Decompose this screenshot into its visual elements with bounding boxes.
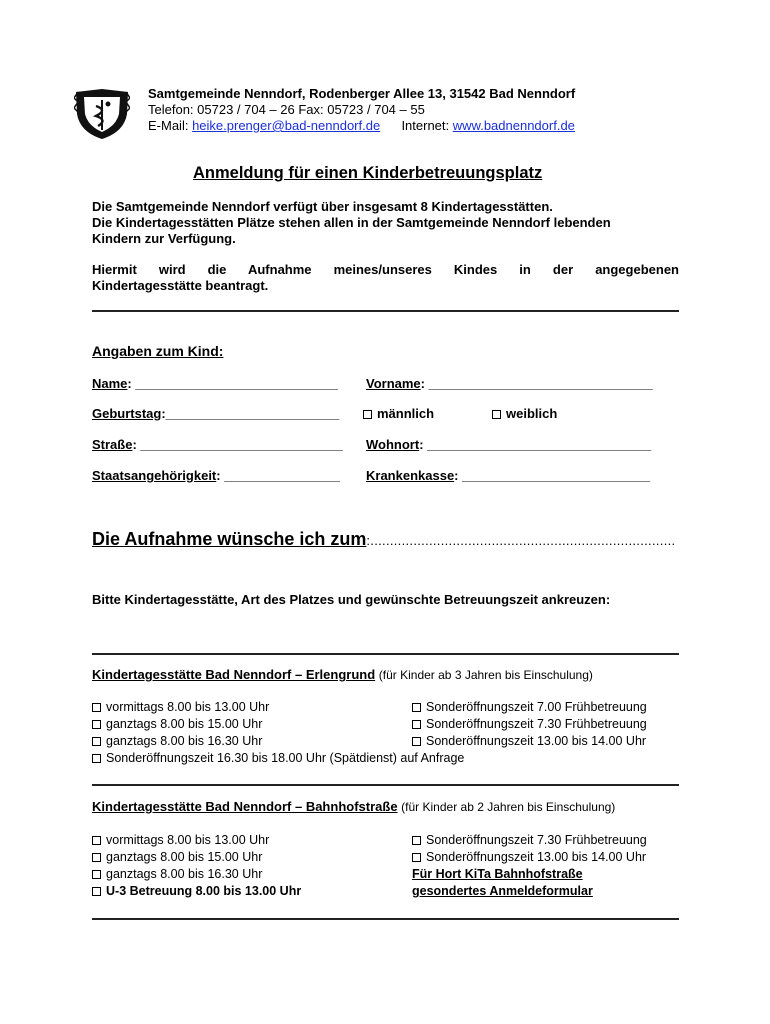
email-label: E-Mail: <box>148 118 189 133</box>
geburtstag-field[interactable] <box>92 406 339 422</box>
strasse-field[interactable] <box>92 437 343 453</box>
staat-blank: : ________________ <box>216 468 340 483</box>
divider <box>92 653 679 655</box>
kita1-option-sonder-1300[interactable]: Sonderöffnungszeit 13.00 bis 14.00 Uhr <box>412 734 646 748</box>
checkbox-icon <box>412 853 421 862</box>
wohnort-blank: : _______________________________ <box>419 437 652 452</box>
hort-note-line-1: Für Hort KiTa Bahnhofstraße <box>412 867 583 881</box>
strasse-label: Straße <box>92 437 133 452</box>
maennlich-label: männlich <box>377 406 435 421</box>
checkbox-icon <box>92 836 101 845</box>
contact-line <box>148 118 575 134</box>
strasse-blank: : ____________________________ <box>132 437 343 452</box>
website-link[interactable]: www.badnenndorf.de <box>452 118 575 133</box>
weiblich-label: weiblich <box>506 406 558 421</box>
org-address: Samtgemeinde Nenndorf, Rodenberger Allee 13, 31542 Bad Nenndorf <box>148 86 576 101</box>
intro-line-5: Kindertagesstätte beantragt. <box>92 278 269 293</box>
child-section-heading: Angaben zum Kind: <box>92 343 224 359</box>
kasse-label: Krankenkasse <box>366 468 455 483</box>
kita1-option-sonder-700[interactable]: Sonderöffnungszeit 7.00 Frühbetreuung <box>412 700 647 714</box>
page-title: Anmeldung für einen Kinderbetreuungsplatz <box>193 164 543 182</box>
kita1-option-spaetdienst[interactable]: Sonderöffnungszeit 16.30 bis 18.00 Uhr (Spätdienst) auf Anfrage <box>92 751 464 765</box>
kita2-option-u3[interactable]: U-3 Betreuung 8.00 bis 13.00 Uhr <box>92 884 301 898</box>
kita-bahnhofstrasse-note: (für Kinder ab 2 Jahren bis Einschulung) <box>401 800 616 814</box>
checkbox-icon <box>412 720 421 729</box>
vorname-field[interactable] <box>366 376 653 392</box>
admission-dots: :.............................................................................. <box>366 533 676 548</box>
checkbox-icon <box>412 703 421 712</box>
coat-of-arms-icon <box>74 88 130 140</box>
checkbox-icon <box>412 737 421 746</box>
geburtstag-blank: :________________________ <box>161 406 340 421</box>
kita-erlengrund-heading <box>92 667 593 683</box>
checkbox-icon <box>363 410 372 419</box>
checkbox-icon <box>92 887 101 896</box>
instruction-text: Bitte Kindertagesstätte, Art des Platzes und gewünschte Betreuungszeit ankreuzen: <box>92 592 611 607</box>
name-blank: : ____________________________ <box>127 376 338 391</box>
kita1-option-ganztags-15[interactable]: ganztags 8.00 bis 15.00 Uhr <box>92 717 262 731</box>
checkbox-icon <box>492 410 501 419</box>
checkbox-icon <box>92 754 101 763</box>
vorname-label: Vorname <box>366 376 421 391</box>
krankenkasse-field[interactable] <box>366 468 650 484</box>
kita-bahnhofstrasse-heading <box>92 799 615 815</box>
wohnort-label: Wohnort <box>366 437 420 452</box>
wohnort-field[interactable] <box>366 437 651 453</box>
kita1-option-sonder-730[interactable]: Sonderöffnungszeit 7.30 Frühbetreuung <box>412 717 647 731</box>
kita1-option-vormittags[interactable]: vormittags 8.00 bis 13.00 Uhr <box>92 700 269 714</box>
kita2-option-vormittags[interactable]: vormittags 8.00 bis 13.00 Uhr <box>92 833 269 847</box>
kita-erlengrund-note: (für Kinder ab 3 Jahren bis Einschulung) <box>378 668 593 682</box>
checkbox-icon <box>92 720 101 729</box>
kita2-option-ganztags-15[interactable]: ganztags 8.00 bis 15.00 Uhr <box>92 850 262 864</box>
hort-note-line-2: gesondertes Anmeldeformular <box>412 884 593 898</box>
intro-line-4: Hiermit wird die Aufnahme meines/unseres Kindes in der angegebenen <box>92 262 679 277</box>
checkbox-icon <box>92 737 101 746</box>
kita2-option-ganztags-1630[interactable]: ganztags 8.00 bis 16.30 Uhr <box>92 867 262 881</box>
admission-label: Die Aufnahme wünsche ich zum <box>92 529 367 549</box>
checkbox-icon <box>412 836 421 845</box>
intro-line-3: Kindern zur Verfügung. <box>92 231 236 246</box>
kita1-option-ganztags-1630[interactable]: ganztags 8.00 bis 16.30 Uhr <box>92 734 262 748</box>
divider <box>92 918 679 920</box>
maennlich-checkbox[interactable] <box>363 406 434 422</box>
intro-line-1: Die Samtgemeinde Nenndorf verfügt über insgesamt 8 Kindertagesstätten. <box>92 199 553 214</box>
checkbox-icon <box>92 703 101 712</box>
name-field[interactable] <box>92 376 338 392</box>
phone-fax: Telefon: 05723 / 704 – 26 Fax: 05723 / 704 – 55 <box>148 102 425 117</box>
kita2-option-sonder-730[interactable]: Sonderöffnungszeit 7.30 Frühbetreuung <box>412 833 647 847</box>
kita-erlengrund-name: Kindertagesstätte Bad Nenndorf – Erlengrund <box>92 667 376 682</box>
checkbox-icon <box>92 870 101 879</box>
geburtstag-label: Geburtstag <box>92 406 162 421</box>
vorname-blank: : _______________________________ <box>420 376 653 391</box>
internet-label: Internet: <box>401 118 450 133</box>
intro-line-2: Die Kindertagesstätten Plätze stehen allen in der Samtgemeinde Nenndorf lebenden <box>92 215 611 230</box>
weiblich-checkbox[interactable] <box>492 406 557 422</box>
kita2-option-sonder-1300[interactable]: Sonderöffnungszeit 13.00 bis 14.00 Uhr <box>412 850 646 864</box>
staat-label: Staatsangehörigkeit <box>92 468 217 483</box>
kasse-blank: : __________________________ <box>454 468 651 483</box>
staatsangehoerigkeit-field[interactable] <box>92 468 340 484</box>
divider <box>92 784 679 786</box>
email-link[interactable]: heike.prenger@bad-nenndorf.de <box>192 118 381 133</box>
kita-bahnhofstrasse-name: Kindertagesstätte Bad Nenndorf – Bahnhofstraße <box>92 799 398 814</box>
admission-date-field[interactable] <box>92 529 675 550</box>
name-label: Name <box>92 376 128 391</box>
divider <box>92 310 679 312</box>
checkbox-icon <box>92 853 101 862</box>
